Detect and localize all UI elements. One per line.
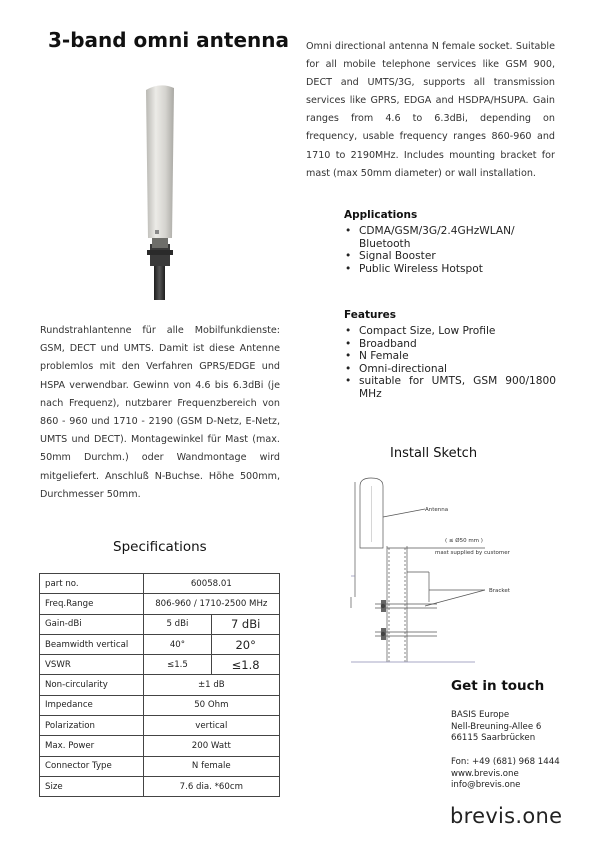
- bullet-icon: •: [345, 337, 352, 350]
- table-row: [40, 675, 280, 695]
- intro-german: Rundstrahlantenne für alle Mobilfunkdienste: GSM, DECT und UMTS. Damit ist diese Antenne problemlos mit den Verfahren GPRS/EDGE und HSPA verwendbar. Gewinn von 4.6 bis 6.3dBi (je nach Frequenz), nutzbarer Frequenzbereich von 860 - 960 und 1710 - 2190 (GSM D-Netz, E-Netz, UMTS und DECT). Montagewinkel für Mast (max. 50mm Durchm.) oder Wandmontage wird mitgeliefert. Anschluß N-Buchse. Höhe 500mm, Durchmesser 50mm.: [40, 325, 280, 500]
- applications-heading: Applications: [344, 209, 418, 221]
- table-row: [40, 736, 280, 756]
- table-row: [40, 716, 280, 736]
- spec-label: Connector Type: [40, 756, 144, 776]
- contact-heading: Get in touch: [451, 678, 545, 694]
- bullet-icon: •: [345, 225, 352, 237]
- spec-value: 60058.01: [143, 574, 279, 594]
- spec-label: Gain-dBi: [40, 614, 144, 634]
- spec-value: 200 Watt: [143, 736, 279, 756]
- spec-value: 806-960 / 1710-2500 MHz: [143, 594, 279, 614]
- spec-value: 50 Ohm: [143, 695, 279, 715]
- contact-email-link[interactable]: info@brevis.one: [451, 780, 521, 791]
- table-row: [40, 756, 280, 776]
- applications-list: [344, 225, 539, 275]
- contact-block: [451, 710, 560, 792]
- spec-value: N female: [143, 756, 279, 776]
- table-row: [40, 776, 280, 796]
- spec-label: part no.: [40, 574, 144, 594]
- bullet-icon: •: [345, 375, 352, 387]
- page-title: 3-band omni antenna: [48, 28, 290, 52]
- table-row: [40, 614, 280, 634]
- contact-company: BASIS Europe: [451, 710, 510, 720]
- list-item: • CDMA/GSM/3G/2.4GHzWLAN/ Bluetooth: [345, 225, 515, 250]
- spec-value-2: 7 dBi: [212, 614, 280, 634]
- contact-city: 66115 Saarbrücken: [451, 733, 536, 744]
- spec-value: ±1 dB: [143, 675, 279, 695]
- sketch-label-antenna: Antenna: [425, 507, 449, 513]
- spec-value: ≤1.5: [143, 655, 212, 675]
- spec-value: 40°: [143, 634, 212, 654]
- spec-value-2: ≤1.8: [212, 655, 280, 675]
- bullet-icon: •: [345, 362, 352, 375]
- spec-label: Max. Power: [40, 736, 144, 756]
- list-item: • Signal Booster: [345, 250, 436, 262]
- list-item: • Broadband: [345, 337, 417, 350]
- sketch-label-bracket: Bracket: [489, 588, 510, 594]
- install-sketch: [345, 472, 525, 672]
- list-item: • Compact Size, Low Profile: [345, 325, 496, 337]
- spec-label: Beamwidth vertical: [40, 634, 144, 654]
- install-sketch-title: Install Sketch: [390, 446, 478, 461]
- table-row: [40, 695, 280, 715]
- intro-english: Omni directional antenna N female socket. Suitable for all mobile telephone services like GSM 900, DECT and UMTS/3G, supports all transmission services like GPRS, EDGA and HSDPA/HSUPA. Gain ranges from 4.6 to 6.3dBi, depending on frequency, usable frequency ranges 860-960 and 1710 to 2190MHz. Includes mounting bracket for mast (max 50mm diameter) or wall installation.: [306, 41, 555, 179]
- sketch-label-mast: mast supplied by customer: [435, 550, 510, 556]
- specifications-title: Specifications: [113, 539, 207, 555]
- features-heading: Features: [344, 309, 396, 321]
- features-list: [344, 325, 556, 400]
- contact-phone: Fon: +49 (681) 968 1444: [451, 756, 560, 767]
- list-item: • N Female: [345, 350, 409, 362]
- spec-label: Freq.Range: [40, 594, 144, 614]
- table-row: [40, 655, 280, 675]
- contact-street: Nell-Breuning-Allee 6: [451, 721, 542, 732]
- antenna-photo: [128, 80, 192, 300]
- spec-label: Impedance: [40, 695, 144, 715]
- bullet-icon: •: [345, 250, 352, 262]
- table-row: [40, 594, 280, 614]
- specifications-table: [39, 573, 280, 797]
- spec-value-2: 20°: [212, 634, 280, 654]
- spec-value: 7.6 dia. *60cm: [143, 776, 279, 796]
- spec-value: 5 dBi: [143, 614, 212, 634]
- antenna-radome: [146, 85, 174, 238]
- list-item: • suitable for UMTS, GSM 900/1800 MHz: [345, 375, 556, 400]
- list-item: • Public Wireless Hotspot: [345, 262, 483, 275]
- bullet-icon: •: [345, 350, 352, 362]
- spec-label: Size: [40, 776, 144, 796]
- sketch-label-diameter: ( ≤ Ø50 mm ): [445, 538, 483, 544]
- table-row: [40, 634, 280, 654]
- bullet-icon: •: [345, 262, 352, 275]
- list-item: • Omni-directional: [345, 362, 447, 375]
- spec-label: Non-circularity: [40, 675, 144, 695]
- spec-label: VSWR: [40, 655, 144, 675]
- spec-label: Polarization: [40, 716, 144, 736]
- bullet-icon: •: [345, 325, 352, 337]
- table-row: [40, 574, 280, 594]
- brand-logo: brevis.one: [450, 804, 563, 828]
- contact-website-link[interactable]: www.brevis.one: [451, 768, 519, 779]
- spec-value: vertical: [143, 716, 279, 736]
